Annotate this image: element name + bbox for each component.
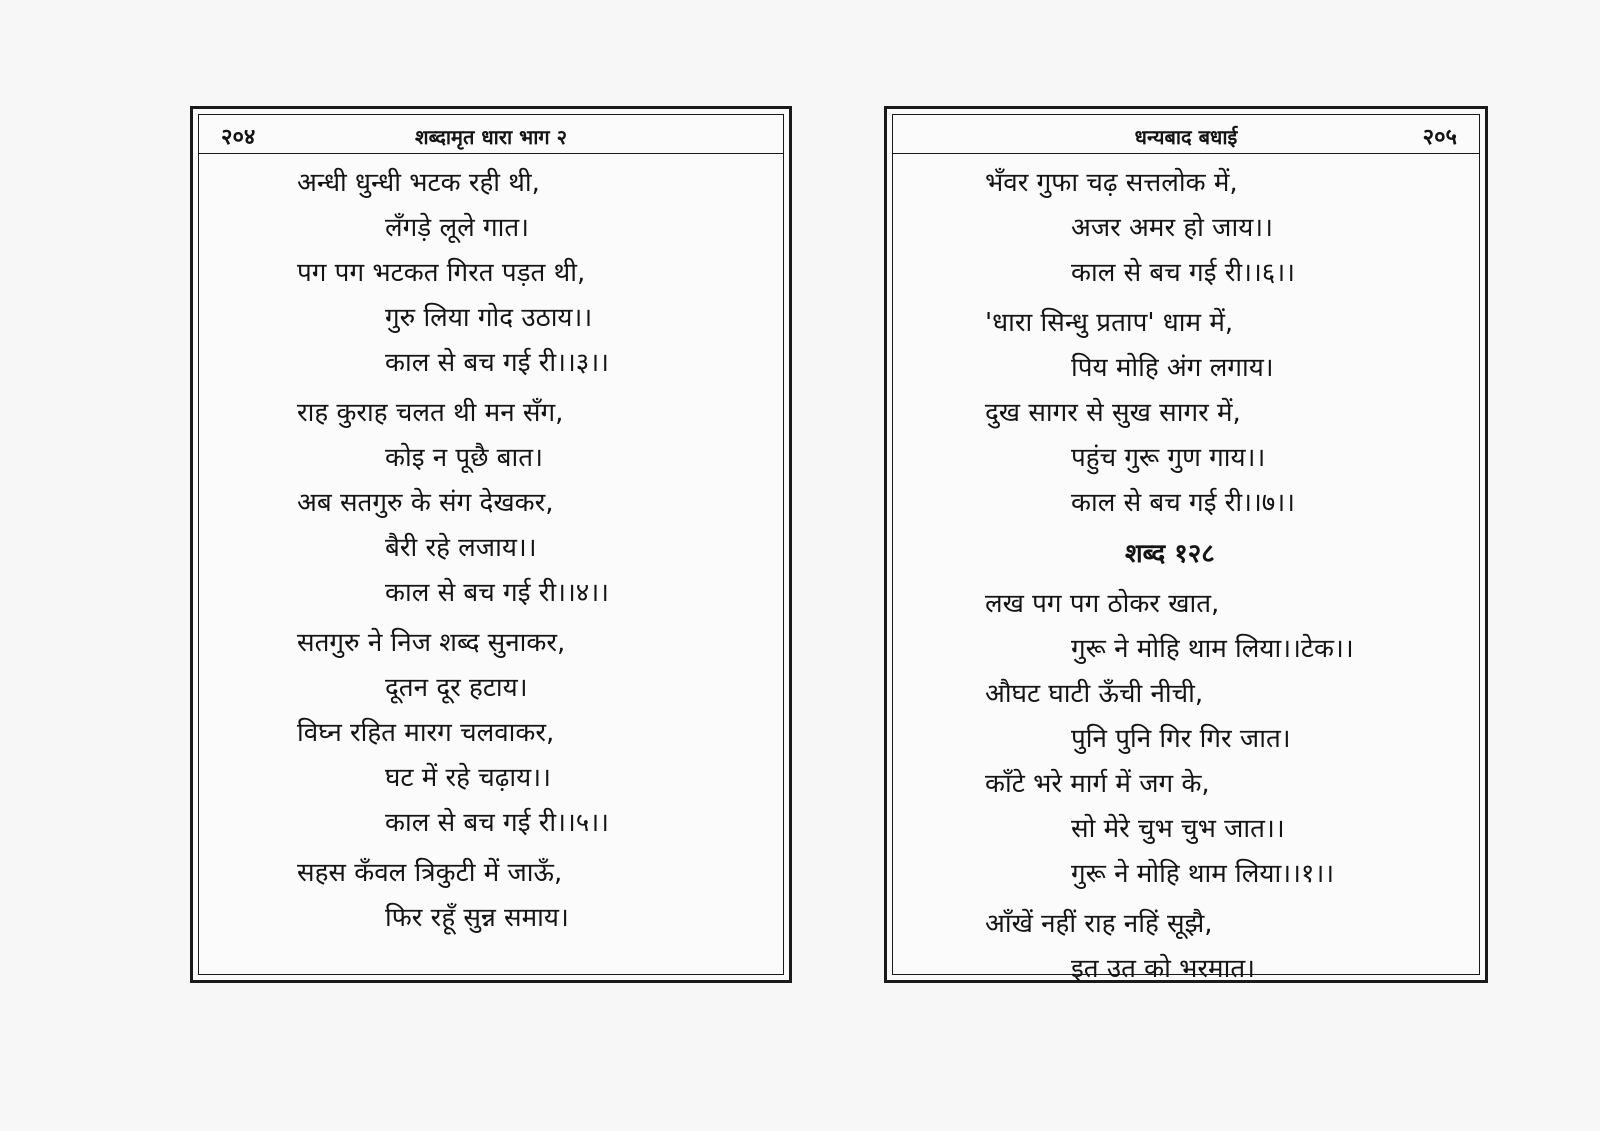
right-page-header <box>893 115 1479 154</box>
verse-line: बैरी रहे लजाय।। <box>385 533 537 563</box>
verse-refrain: काल से बच गई री।।७।। <box>1071 488 1296 518</box>
verse-line: औघट घाटी ऊँची नीची, <box>985 679 1204 709</box>
left-page-header <box>199 115 783 154</box>
verse-refrain: काल से बच गई री।।६।। <box>1071 258 1296 288</box>
left-page <box>190 106 792 983</box>
verse-line: काँटे भरे मार्ग में जग के, <box>985 769 1210 799</box>
verse-line: इत उत को भरमात। <box>1071 954 1256 984</box>
verse-line: घट में रहे चढ़ाय।। <box>385 763 551 793</box>
verse-line: गुरु लिया गोद उठाय।। <box>385 303 593 333</box>
verse-line: विघ्न रहित मारग चलवाकर, <box>297 718 555 748</box>
verse-line: फिर रहूँ सुन्न समाय। <box>385 903 569 933</box>
verse-line: सो मेरे चुभ चुभ जात।। <box>1071 814 1285 844</box>
verse-refrain: काल से बच गई री।।४।। <box>385 578 610 608</box>
verse-line: अजर अमर हो जाय।। <box>1071 213 1273 243</box>
verse-line: लँगड़े लूले गात। <box>385 213 530 243</box>
verse-refrain: गुरू ने मोहि थाम लिया।।१।। <box>1071 859 1335 889</box>
verse-line: सहस कँवल त्रिकुटी में जाऊँ, <box>297 858 563 888</box>
verse-line: 'धारा सिन्धु प्रताप' धाम में, <box>985 308 1234 338</box>
verse-line: पुनि पुनि गिर गिर जात। <box>1071 724 1291 754</box>
verse-line: पहुंच गुरू गुण गाय।। <box>1071 443 1266 473</box>
left-page-number: २०४ <box>221 125 256 150</box>
right-page-number: २०५ <box>1422 125 1457 150</box>
verse-line: भँवर गुफा चढ़ सत्तलोक में, <box>985 168 1238 198</box>
verse-line: राह कुराह चलत थी मन सँग, <box>297 398 564 428</box>
verse-line: आँखें नहीं राह नहिं सूझै, <box>985 909 1213 939</box>
verse-line: दुख सागर से सुख सागर में, <box>985 398 1241 428</box>
verse-line: गुरू ने मोहि थाम लिया।।टेक।। <box>1071 634 1354 664</box>
verse-line: अब सतगुरु के संग देखकर, <box>297 488 554 518</box>
verse-line: अन्धी धुन्धी भटक रही थी, <box>297 168 540 198</box>
shabd-title: शब्द १२८ <box>1125 539 1215 569</box>
left-page-frame <box>198 114 784 975</box>
right-page-body <box>893 161 1479 984</box>
right-page <box>884 106 1488 983</box>
verse-line: पग पग भटकत गिरत पड़त थी, <box>297 258 586 288</box>
verse-refrain: काल से बच गई री।।३।। <box>385 348 610 378</box>
verse-line: पिय मोहि अंग लगाय। <box>1071 353 1274 383</box>
right-page-header-title: धन्यबाद बधाई <box>1134 125 1238 149</box>
right-page-frame <box>892 114 1480 984</box>
left-page-body <box>199 161 783 964</box>
left-page-header-title: शब्दामृत धारा भाग २ <box>414 125 568 149</box>
verse-line: दूतन दूर हटाय। <box>385 673 528 703</box>
verse-line: लख पग पग ठोकर खात, <box>985 589 1220 619</box>
verse-line: सतगुरु ने निज शब्द सुनाकर, <box>297 628 566 658</box>
verse-line: कोइ न पूछै बात। <box>385 443 543 473</box>
verse-refrain: काल से बच गई री।।५।। <box>385 808 610 838</box>
